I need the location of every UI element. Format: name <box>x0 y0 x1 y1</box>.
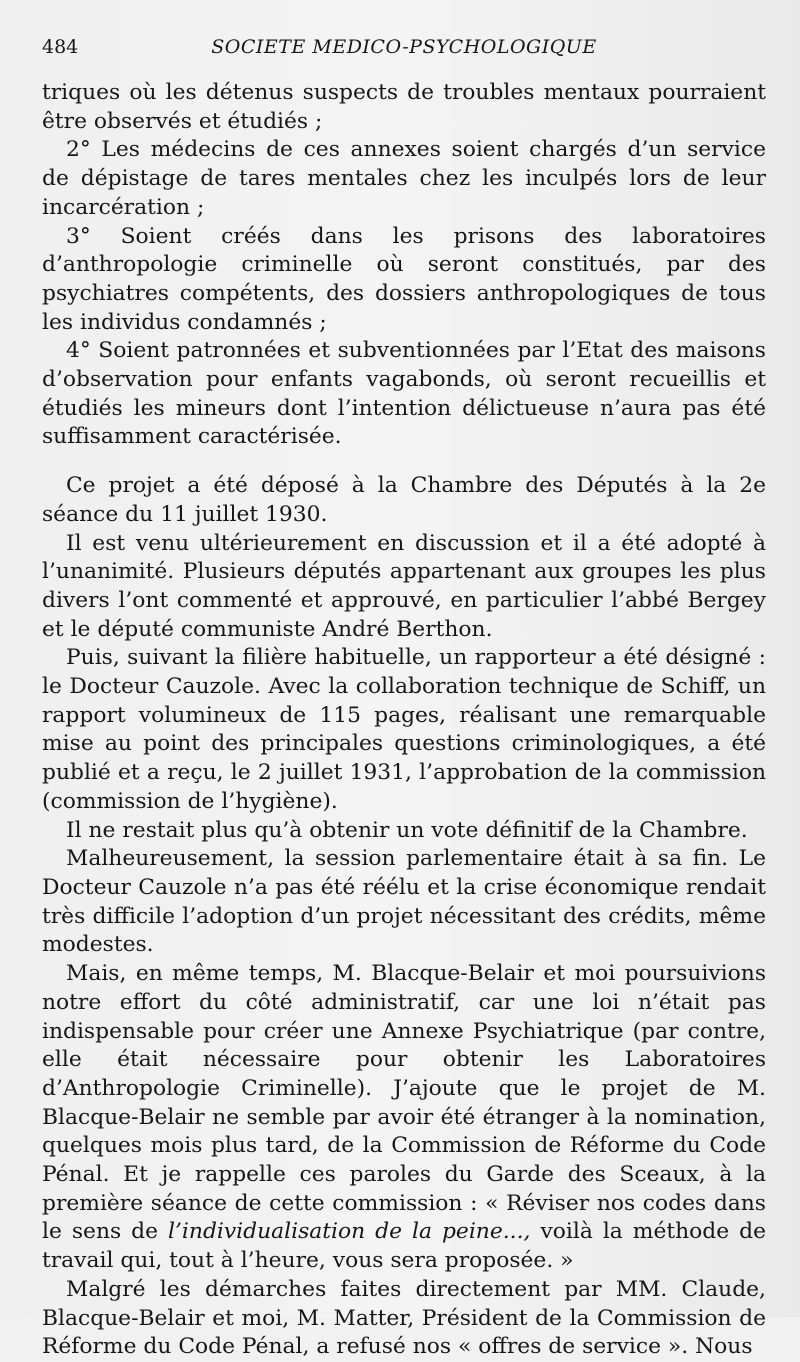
paragraph-demarches: Malgré les démarches faites directement par MM. Claude, Blacque-Belair et moi, M. Matter, Président de la Commission de Réforme du Code Pénal, a refusé nos « offres de service ». Nous <box>42 1276 766 1360</box>
paragraph-item-2: 2° Les médecins de ces annexes soient chargés d’un service de dépistage de tares mentales chez les inculpés lors de leur incarcération ; <box>42 137 766 220</box>
quote-close: voilà la méthode de travail qui, tout à l’heure, vous sera proposée. » <box>42 1219 766 1274</box>
quote-open: « Réviser nos codes dans le sens de <box>42 1190 766 1245</box>
paragraph-gap <box>42 452 766 472</box>
paragraph-session: Malheureusement, la session parlementaire était à sa fin. Le Docteur Cauzole n’a pas été réélu et la crise économique rendait très difficile l’adoption d’un projet nécessitant des crédits, même modestes. <box>42 846 766 958</box>
page-header <box>40 32 768 62</box>
paragraph-item-4: 4° Soient patronnées et subventionnées par l’Etat des maisons d’observation pour enfants vagabonds, où seront recueillis et étudiés les mineurs dont l’intention délictueuse n’aura pas été suffisamment caractérisée. <box>42 338 766 450</box>
running-title: SOCIETE MEDICO-PSYCHOLOGIQUE <box>211 36 597 58</box>
body-text <box>42 79 766 1362</box>
quote-italic: l’individualisation de la peine..., <box>168 1219 531 1245</box>
paragraph-projet: Ce projet a été déposé à la Chambre des Députés à la 2e séance du 11 juillet 1930. <box>42 473 766 527</box>
paragraph-rapporteur: Puis, suivant la filière habituelle, un rapporteur a été désigné : le Docteur Cauzole. Avec la collaboration technique de Schiff, un rapport volumineux de 115 pages, réalisant une remarquable mise au point des principales questions criminologiques, a été publié et a reçu, le 2 juillet 1931, l’approbation de la commission (commission de l’hygiène). <box>42 645 766 814</box>
paragraph-continuation: triques où les détenus suspects de troubles mentaux pourraient être observés et étudiés ; <box>42 80 766 134</box>
paragraph-administratif <box>42 960 766 1276</box>
page-number: 484 <box>42 36 79 58</box>
paragraph-administratif-text: Mais, en même temps, M. Blacque-Belair et moi poursuivions notre effort du côté administratif, car une loi n’était pas indispensable pour créer une Annexe Psychiatrique (par contre, elle était nécessaire pour obtenir les Laboratoires d’Anthropologie Criminelle). J’ajoute que le projet de M. Blacque-Belair ne semble par avoir été étranger à la nomination, quelques mois plus tard, de la Commission de Réforme du Code Pénal. Et je rappelle ces paroles du Garde des Sceaux, à la première séance de cette commission : <box>42 961 766 1216</box>
paragraph-vote: Il ne restait plus qu’à obtenir un vote définitif de la Chambre. <box>66 817 748 843</box>
paragraph-item-3: 3° Soient créés dans les prisons des laboratoires d’anthropologie criminelle où seront constitués, par des psychiatres compétents, des dossiers anthropologiques de tous les individus condamnés ; <box>42 223 766 335</box>
paragraph-discussion: Il est venu ultérieurement en discussion et il a été adopté à l’unanimité. Plusieurs députés appartenant aux groupes les plus divers l’ont commenté et approuvé, en particulier l’abbé Bergey et le député communiste André Berthon. <box>42 530 766 642</box>
